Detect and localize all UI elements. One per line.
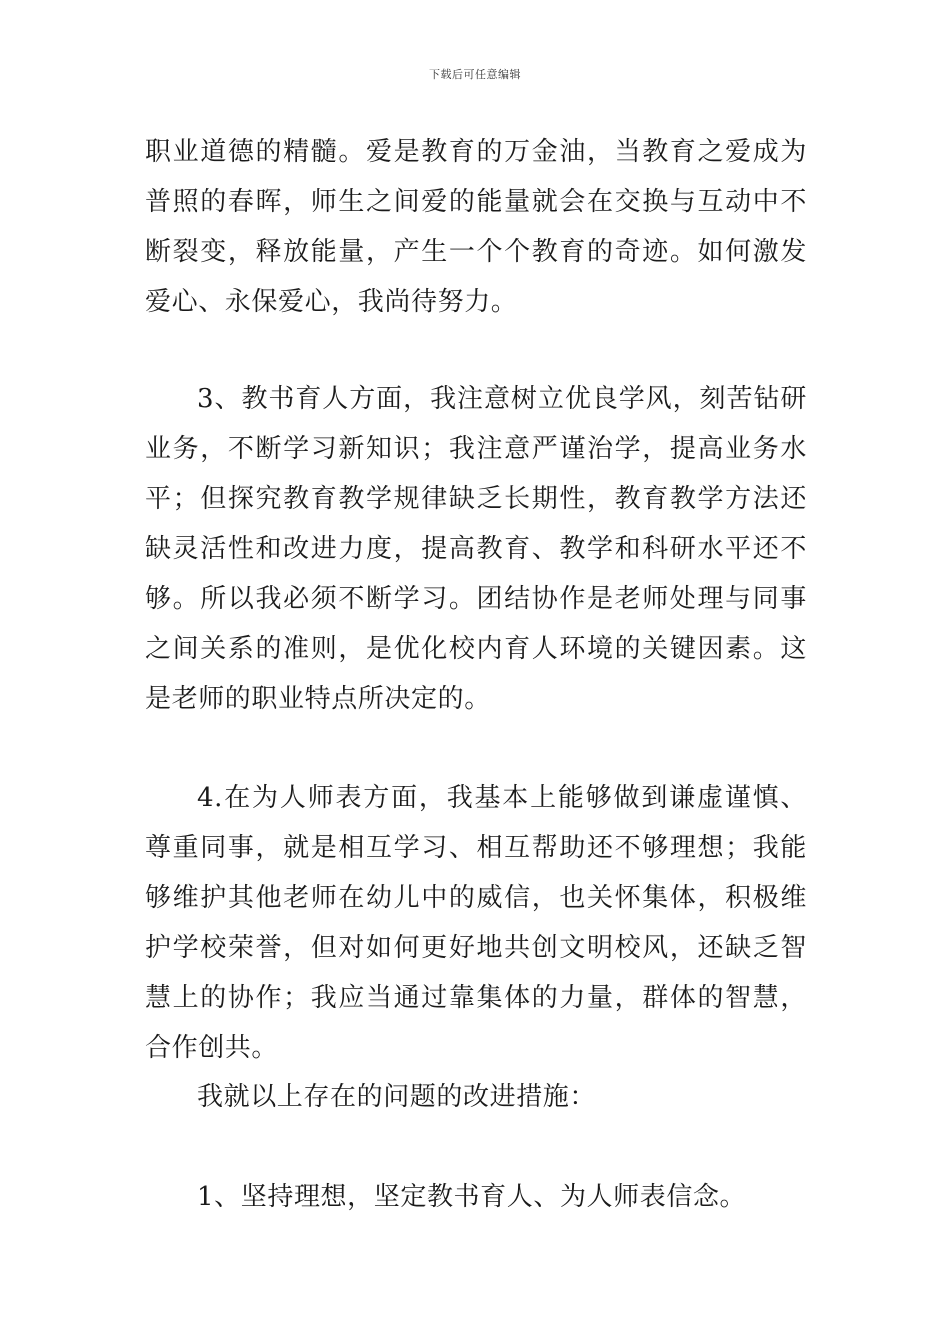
paragraph-text: 职业道德的精髓。爱是教育的万金油，当教育之爱成为普照的春晖，师生之间爱的能量就会在交换与互动中不断裂变，释放能量，产生一个个教育的奇迹。如何激发爱心、永保爱心，我尚待努力。 xyxy=(145,137,807,317)
paragraph-text: 4.在为人师表方面，我基本上能够做到谦虚谨慎、尊重同事，就是相互学习、相互帮助还不够理想；我能够维护其他老师在幼儿中的威信，也关怀集体，积极维护学校荣誉，但对如何更好地共创文明校风，还缺乏智慧上的协作；我应当通过靠集体的力量，群体的智慧，合作创共。 xyxy=(145,783,807,1063)
paragraph-professional-ethics xyxy=(145,127,807,327)
paragraph-improvement-intro xyxy=(145,1072,807,1122)
paragraph-text: 我就以上存在的问题的改进措施： xyxy=(197,1082,597,1112)
paragraph-role-model xyxy=(145,773,807,1073)
paragraph-measure-1 xyxy=(145,1172,807,1222)
page-header-note: 下载后可任意编辑 xyxy=(429,68,521,81)
paragraph-text: 3、教书育人方面，我注意树立优良学风，刻苦钻研业务，不断学习新知识；我注意严谨治学，提高业务水平；但探究教育教学规律缺乏长期性，教育教学方法还缺灵活性和改进力度，提高教育、教学和科研水平还不够。所以我必须不断学习。团结协作是老师处理与同事之间关系的准则，是优化校内育人环境的关键因素。这是老师的职业特点所决定的。 xyxy=(145,384,807,714)
paragraph-text: 1、坚持理想，坚定教书育人、为人师表信念。 xyxy=(197,1182,747,1212)
paragraph-teaching-education xyxy=(145,374,807,724)
